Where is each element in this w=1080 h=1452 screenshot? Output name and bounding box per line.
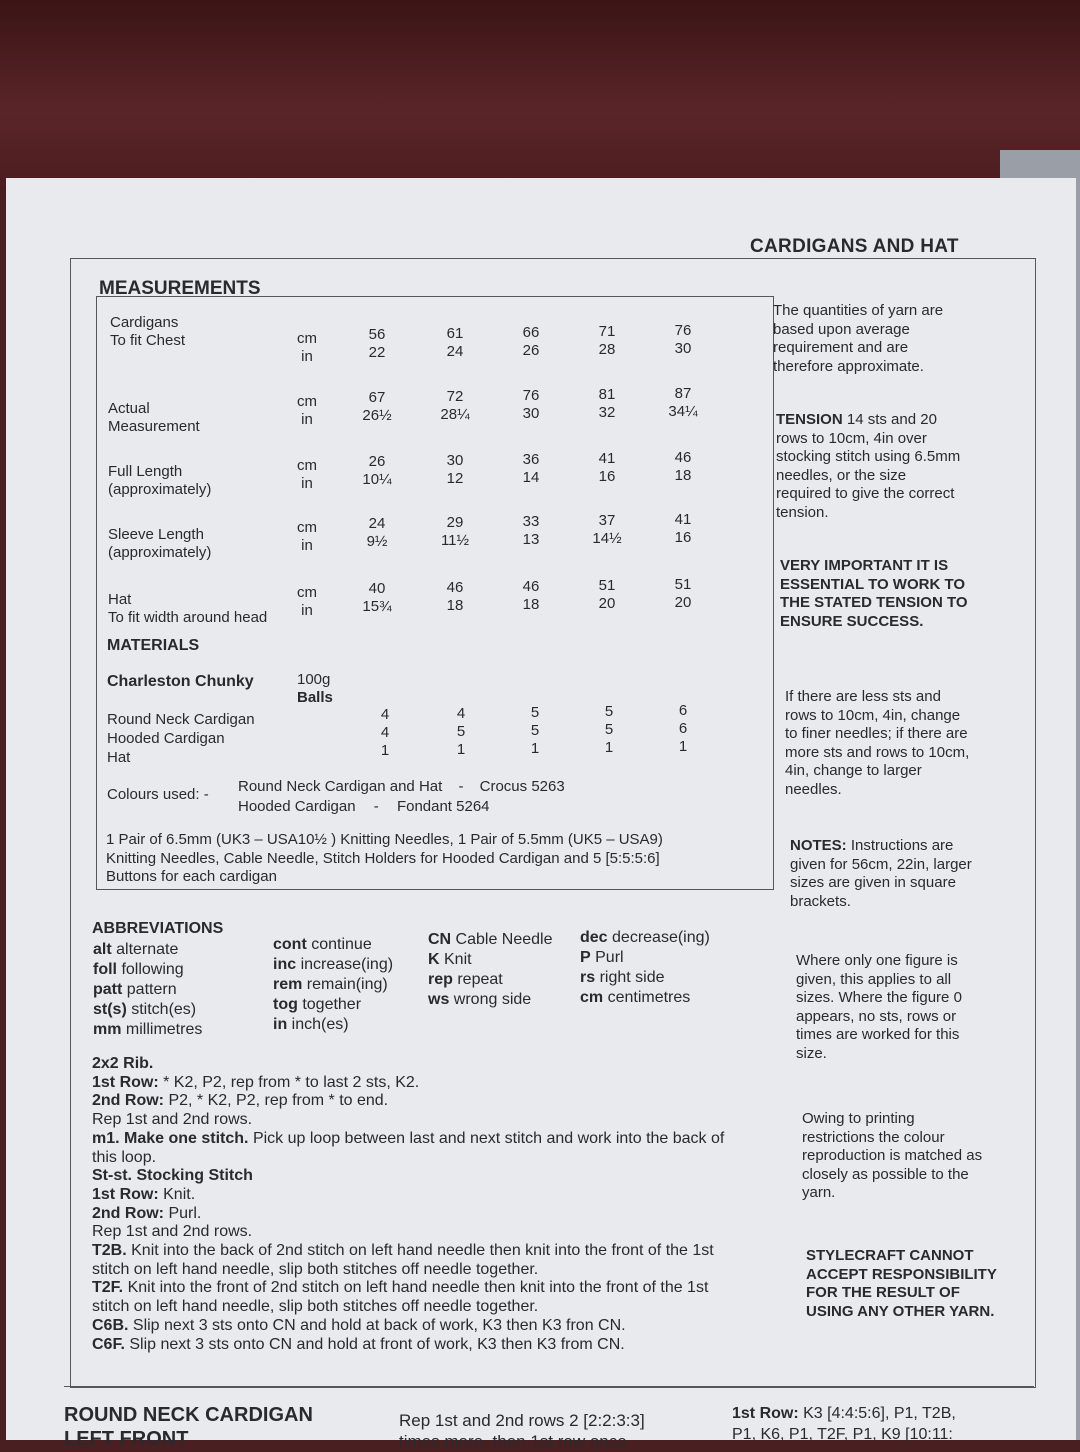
abbreviation-meaning: pattern: [122, 981, 177, 998]
unit-cm: cm: [297, 584, 317, 601]
stitch-text: Slip next 3 sts onto CN and hold at front of work, K3 then K3 from CN.: [124, 1335, 625, 1353]
needles-line-1: 1 Pair of 6.5mm (UK3 – USA10½ ) Knitting Needles, 1 Pair of 5.5mm (UK5 – USA9): [106, 831, 663, 848]
unit-in: in: [301, 602, 313, 619]
quantity-cell: 6: [678, 702, 688, 719]
measure-cell: [430, 579, 480, 615]
stitch-line: [92, 1148, 156, 1167]
measure-cell: [582, 577, 632, 613]
value-in: 28¼: [440, 406, 470, 423]
abbreviation-code: ws: [428, 991, 450, 1008]
stitch-line: [92, 1073, 419, 1092]
stitch-line: [92, 1129, 724, 1148]
value-in: 18: [446, 597, 464, 614]
unit-in: in: [301, 537, 313, 554]
abbreviation-item: [273, 955, 393, 975]
abbreviation-item: [273, 935, 393, 955]
colour-item: Round Neck Cardigan and Hat: [238, 778, 443, 795]
measure-cell: [506, 451, 556, 487]
value-cm: 29: [446, 514, 464, 531]
measure-cell: [506, 513, 556, 549]
stitch-term: 2nd Row:: [92, 1204, 164, 1222]
value-cm: 36: [522, 451, 540, 468]
value-in: 34¼: [668, 403, 698, 420]
stitch-term: 1st Row:: [92, 1185, 159, 1203]
first-row-instructions: [732, 1405, 956, 1423]
measure-cell: [658, 511, 708, 547]
value-cm: 41: [674, 511, 692, 528]
measure-cell: [582, 323, 632, 359]
stitch-text: Knit into the front of 2nd stitch on left hand needle then knit into the front of the 1st: [123, 1279, 709, 1297]
value-cm: 87: [674, 385, 692, 402]
measure-label: [108, 400, 200, 436]
materials-items: [107, 710, 255, 767]
value-in: 14½: [592, 530, 622, 547]
notes-note: [790, 837, 975, 911]
tension-note: [776, 411, 961, 522]
measure-cell: [506, 387, 556, 423]
stitch-text: Knit into the back of 2nd stitch on left hand needle then knit into the front of the 1st: [126, 1242, 714, 1259]
measure-cell: [352, 453, 402, 489]
colour-row-2: [238, 798, 490, 815]
measure-cell: [352, 389, 402, 425]
colour-name: Crocus 5263: [479, 778, 565, 795]
quantity-cell: 1: [604, 739, 614, 756]
abbreviation-code: cont: [273, 936, 307, 953]
value-in: 14: [522, 469, 540, 486]
measure-label-1: Actual: [108, 400, 150, 417]
abbreviation-item: [580, 988, 710, 1008]
measure-unit: [282, 393, 332, 429]
measure-label: [108, 463, 211, 499]
value-cm: 51: [674, 576, 692, 593]
quantity-cell: 5: [530, 704, 540, 721]
abbreviation-item: [580, 968, 710, 988]
abbreviation-meaning: following: [117, 961, 184, 978]
measure-label-2: To fit Chest: [110, 332, 186, 349]
measure-cell: [430, 452, 480, 488]
stitch-text: Rep 1st and 2nd rows.: [92, 1223, 253, 1241]
colours-label: Colours used: -: [107, 786, 209, 803]
stitch-text: Knit.: [158, 1185, 196, 1203]
abbreviation-meaning: continue: [306, 936, 372, 953]
value-cm: 46: [446, 579, 464, 596]
item-round-neck: Round Neck Cardigan: [107, 711, 255, 728]
abbreviation-meaning: inch(es): [287, 1016, 349, 1033]
unit-in: in: [301, 475, 313, 492]
stitch-text: P2, * K2, P2, rep from * to end.: [164, 1092, 389, 1110]
abbreviation-meaning: Knit: [439, 951, 472, 968]
stitch-text: Slip next 3 sts onto CN and hold at back of work, K3 then K3 fron CN.: [128, 1316, 626, 1334]
abbreviation-item: [93, 1000, 202, 1020]
quantity-column: [658, 702, 708, 756]
section-title: ROUND NECK CARDIGAN: [64, 1404, 313, 1426]
value-in: 22: [368, 344, 386, 361]
value-cm: 24: [368, 515, 386, 532]
left-front-instructions: Rep 1st and 2nd rows 2 [2:2:3:3]: [399, 1411, 645, 1430]
measure-unit: [282, 519, 332, 555]
value-in: 32: [598, 404, 616, 421]
measure-label-2: Measurement: [108, 418, 200, 435]
value-in: 13: [522, 531, 540, 548]
measure-unit: [282, 330, 332, 366]
measure-cell: [506, 578, 556, 614]
measure-label-1: Full Length: [108, 463, 183, 480]
stitch-line: [92, 1110, 252, 1129]
unit-cm: cm: [297, 519, 317, 536]
quantity-cell: 1: [380, 742, 390, 759]
abbreviation-item: [273, 1015, 393, 1035]
abbreviation-item: [93, 940, 202, 960]
colour-dash: -: [373, 798, 379, 815]
unit-in: in: [301, 348, 313, 365]
abbreviation-code: in: [273, 1016, 288, 1033]
abbreviation-meaning: millimetres: [121, 1021, 203, 1038]
abbreviation-code: tog: [273, 996, 298, 1013]
stitch-line: [92, 1297, 538, 1316]
first-row-text: K3 [4:4:5:6], P1, T2B,: [798, 1405, 956, 1422]
measure-cell: [506, 324, 556, 360]
first-row-instructions-2: P1, K6, P1, T2F, P1, K9 [10:11:: [732, 1426, 953, 1443]
abbreviation-code: K: [428, 951, 440, 968]
value-cm: 71: [598, 323, 616, 340]
quantity-column: [436, 705, 486, 759]
abbreviation-meaning: remain(ing): [302, 976, 388, 993]
stitch-line: [92, 1316, 626, 1335]
materials-heading: MATERIALS: [107, 637, 200, 654]
value-in: 30: [522, 405, 540, 422]
abbreviation-meaning: right side: [595, 969, 665, 986]
item-hat: Hat: [107, 749, 131, 766]
measure-label-2: (approximately): [108, 481, 212, 498]
measure-cell: [582, 512, 632, 548]
abbreviation-code: alt: [93, 941, 112, 958]
measure-label: [110, 314, 185, 350]
abbreviations-column: [273, 935, 393, 1035]
stitch-line: [92, 1166, 253, 1185]
abbreviation-code: CN: [428, 931, 452, 948]
notes-text: Instructions are given for 56cm, 22in, larger sizes are given in square brackets.: [790, 837, 972, 910]
stitch-line: [92, 1185, 195, 1204]
value-cm: 41: [598, 450, 616, 467]
needles-note: If there are less sts and rows to 10cm, 4in, change to finer needles; if there are more sts and rows to 10cm, 4in, change to larger needles.: [785, 688, 970, 798]
abbreviation-item: [273, 975, 393, 995]
value-in: 24: [446, 343, 464, 360]
measure-label-2: (approximately): [108, 544, 212, 561]
measure-cell: [430, 514, 480, 550]
quantity-column: [584, 703, 634, 757]
value-in: 16: [598, 468, 616, 485]
ball-weight: 100g: [297, 671, 331, 688]
measure-label-1: Cardigans: [110, 314, 179, 331]
abbreviation-meaning: centimetres: [603, 989, 691, 1006]
printing-note: Owing to printing restrictions the colour reproduction is matched as closely as possible to the yarn.: [802, 1110, 983, 1201]
value-in: 18: [674, 467, 692, 484]
quantity-cell: 5: [604, 721, 614, 738]
value-cm: 76: [674, 322, 692, 339]
value-in: 11½: [440, 532, 470, 549]
abbreviation-item: [273, 995, 393, 1015]
abbreviation-meaning: increase(ing): [296, 956, 394, 973]
measure-unit: [282, 457, 332, 493]
measure-cell: [582, 450, 632, 486]
abbreviation-item: [580, 948, 710, 968]
colour-dash: -: [458, 778, 464, 795]
stitch-text: Rep 1st and 2nd rows.: [92, 1111, 253, 1129]
value-cm: 30: [446, 452, 464, 469]
measure-cell: [430, 388, 480, 424]
measurements-heading: MEASUREMENTS: [99, 278, 261, 299]
stitch-text: Pick up loop between last and next stitch and work into the back of: [248, 1129, 725, 1147]
abbreviation-code: patt: [93, 981, 123, 998]
ball-label: Balls: [297, 689, 333, 706]
first-row-label: 1st Row:: [732, 1405, 799, 1422]
stitch-line: [92, 1278, 708, 1297]
important-note: VERY IMPORTANT IT IS ESSENTIAL TO WORK TO THE STATED TENSION TO ENSURE SUCCESS.: [780, 557, 968, 630]
value-cm: 46: [674, 449, 692, 466]
tension-text: 14 sts and 20 rows to 10cm, 4in over stocking stitch using 6.5mm needles, or the size required to give the correct tension.: [776, 411, 961, 521]
needles-line-3: Buttons for each cardigan: [106, 868, 277, 885]
stitch-line: [92, 1260, 538, 1279]
abbreviation-item: [428, 990, 553, 1010]
stitch-term: 1st Row:: [92, 1073, 159, 1091]
value-cm: 40: [368, 580, 386, 597]
measure-label-2: To fit width around head: [108, 609, 268, 626]
quantity-cell: 1: [530, 740, 540, 757]
quantities-note: The quantities of yarn are based upon average requirement and are therefore approximate.: [773, 302, 944, 375]
abbreviation-meaning: stitch(es): [126, 1001, 197, 1018]
stitch-term: St-st. Stocking Stitch: [92, 1167, 253, 1185]
abbreviation-meaning: together: [297, 996, 362, 1013]
quantity-cell: 6: [678, 720, 688, 737]
abbreviation-code: foll: [93, 961, 117, 978]
abbreviations-column: [580, 928, 710, 1008]
stitch-term: 2x2 Rib.: [92, 1055, 154, 1072]
abbreviation-code: cm: [580, 989, 604, 1006]
stitch-text: this loop.: [92, 1148, 157, 1166]
measure-cell: [658, 449, 708, 485]
figure-note: Where only one figure is given, this applies to all sizes. Where the figure 0 appears, no sts, rows or times are worked for this size.: [796, 952, 962, 1062]
value-in: 30: [674, 340, 692, 357]
abbreviation-meaning: wrong side: [449, 991, 532, 1008]
abbreviation-meaning: Purl: [590, 949, 624, 966]
page-title: CARDIGANS AND HAT: [750, 236, 959, 257]
needles-line-2: Knitting Needles, Cable Needle, Stitch Holders for Hooded Cardigan and 5 [5:5:5:6]: [106, 849, 660, 867]
unit-in: in: [301, 411, 313, 428]
abbreviation-code: inc: [273, 956, 297, 973]
quantity-cell: 5: [530, 722, 540, 739]
value-cm: 37: [598, 512, 616, 529]
abbreviation-code: rs: [580, 969, 596, 986]
value-cm: 67: [368, 389, 386, 406]
measure-cell: [658, 576, 708, 612]
abbreviation-item: [93, 960, 202, 980]
quantity-cell: 4: [456, 705, 466, 722]
left-front-instructions-2: times more, then 1st row once: [399, 1432, 627, 1451]
abbreviation-item: [428, 930, 553, 950]
measure-label-1: Sleeve Length: [108, 526, 204, 543]
value-in: 20: [674, 594, 692, 611]
abbreviation-code: st(s): [93, 1001, 127, 1018]
background-surface: [0, 0, 1080, 190]
stitch-text: Purl.: [164, 1204, 202, 1222]
abbreviation-item: [93, 980, 202, 1000]
value-in: 9½: [366, 533, 388, 550]
quantity-cell: 1: [456, 741, 466, 758]
stitch-line: [92, 1054, 153, 1073]
colour-name: Fondant 5264: [396, 798, 490, 815]
value-cm: 61: [446, 325, 464, 342]
quantity-column: [360, 706, 410, 760]
colour-row-1: [238, 778, 565, 795]
abbreviation-item: [93, 1020, 202, 1040]
abbreviation-meaning: decrease(ing): [607, 929, 710, 946]
value-in: 20: [598, 595, 616, 612]
measure-cell: [430, 325, 480, 361]
quantity-cell: 5: [456, 723, 466, 740]
measure-cell: [352, 515, 402, 551]
responsibility-note: STYLECRAFT CANNOT ACCEPT RESPONSIBILITY FOR THE RESULT OF USING ANY OTHER YARN.: [806, 1247, 997, 1320]
yarn-name: Charleston Chunky: [107, 673, 254, 690]
quantity-column: [510, 704, 560, 758]
value-in: 15¾: [362, 598, 392, 615]
stitch-line: [92, 1091, 388, 1110]
stitch-text: stitch on left hand needle, slip both stitches off needle together.: [92, 1260, 539, 1278]
stitch-term: 2nd Row:: [92, 1092, 164, 1110]
abbreviation-meaning: Cable Needle: [451, 931, 553, 948]
value-cm: 33: [522, 513, 540, 530]
item-hooded: Hooded Cardigan: [107, 730, 225, 747]
measure-cell: [658, 385, 708, 421]
stitch-line: [92, 1222, 252, 1241]
value-in: 18: [522, 596, 540, 613]
abbreviation-code: rep: [428, 971, 453, 988]
stitch-term: C6B.: [92, 1316, 129, 1334]
section-subtitle: LEFT FRONT: [64, 1428, 189, 1450]
stitch-term: C6F.: [92, 1335, 125, 1353]
measure-label-1: Hat: [108, 591, 132, 608]
value-cm: 51: [598, 577, 616, 594]
abbreviation-code: P: [580, 949, 591, 966]
stitch-line: [92, 1335, 625, 1354]
quantity-cell: 4: [380, 724, 390, 741]
abbreviation-item: [428, 970, 553, 990]
quantity-cell: 4: [380, 706, 390, 723]
abbreviation-item: [428, 950, 553, 970]
value-in: 28: [598, 341, 616, 358]
abbreviation-meaning: alternate: [111, 941, 179, 958]
unit-cm: cm: [297, 330, 317, 347]
value-in: 26: [522, 342, 540, 359]
measure-unit: [282, 584, 332, 620]
value-cm: 76: [522, 387, 540, 404]
measure-cell: [582, 386, 632, 422]
abbreviation-item: [580, 928, 710, 948]
value-in: 10¼: [362, 471, 392, 488]
footer-rule: [64, 1386, 1034, 1387]
measure-label: [108, 591, 267, 627]
abbreviation-code: mm: [93, 1021, 122, 1038]
value-in: 16: [674, 529, 692, 546]
measure-cell: [352, 580, 402, 616]
stitch-term: T2F.: [92, 1279, 124, 1297]
stitch-term: T2B.: [92, 1242, 127, 1259]
stitch-line: [92, 1204, 201, 1223]
needles-text: [106, 831, 663, 887]
stitch-text: * K2, P2, rep from * to last 2 sts, K2.: [158, 1073, 420, 1091]
ball-unit: [297, 671, 333, 707]
tension-label: TENSION: [776, 411, 843, 428]
stitch-term: m1. Make one stitch.: [92, 1129, 249, 1147]
quantity-cell: 1: [678, 738, 688, 755]
abbreviations-heading: ABBREVIATIONS: [92, 920, 224, 937]
stitch-text: stitch on left hand needle, slip both stitches off needle together.: [92, 1298, 539, 1316]
value-cm: 66: [522, 324, 540, 341]
colour-item: Hooded Cardigan: [238, 798, 356, 815]
unit-cm: cm: [297, 457, 317, 474]
measure-label: [108, 526, 211, 562]
value-cm: 46: [522, 578, 540, 595]
value-cm: 81: [598, 386, 616, 403]
abbreviation-meaning: repeat: [452, 971, 503, 988]
measure-cell: [658, 322, 708, 358]
stitch-line: [92, 1241, 714, 1260]
abbreviation-code: dec: [580, 929, 608, 946]
abbreviations-column: [428, 930, 553, 1010]
value-cm: 72: [446, 388, 464, 405]
value-in: 12: [446, 470, 464, 487]
value-cm: 26: [368, 453, 386, 470]
value-cm: 56: [368, 326, 386, 343]
unit-cm: cm: [297, 393, 317, 410]
measure-cell: [352, 326, 402, 362]
abbreviations-column: [93, 940, 202, 1040]
quantity-cell: 5: [604, 703, 614, 720]
notes-label: NOTES:: [790, 837, 847, 854]
value-in: 26½: [362, 407, 392, 424]
abbreviation-code: rem: [273, 976, 303, 993]
